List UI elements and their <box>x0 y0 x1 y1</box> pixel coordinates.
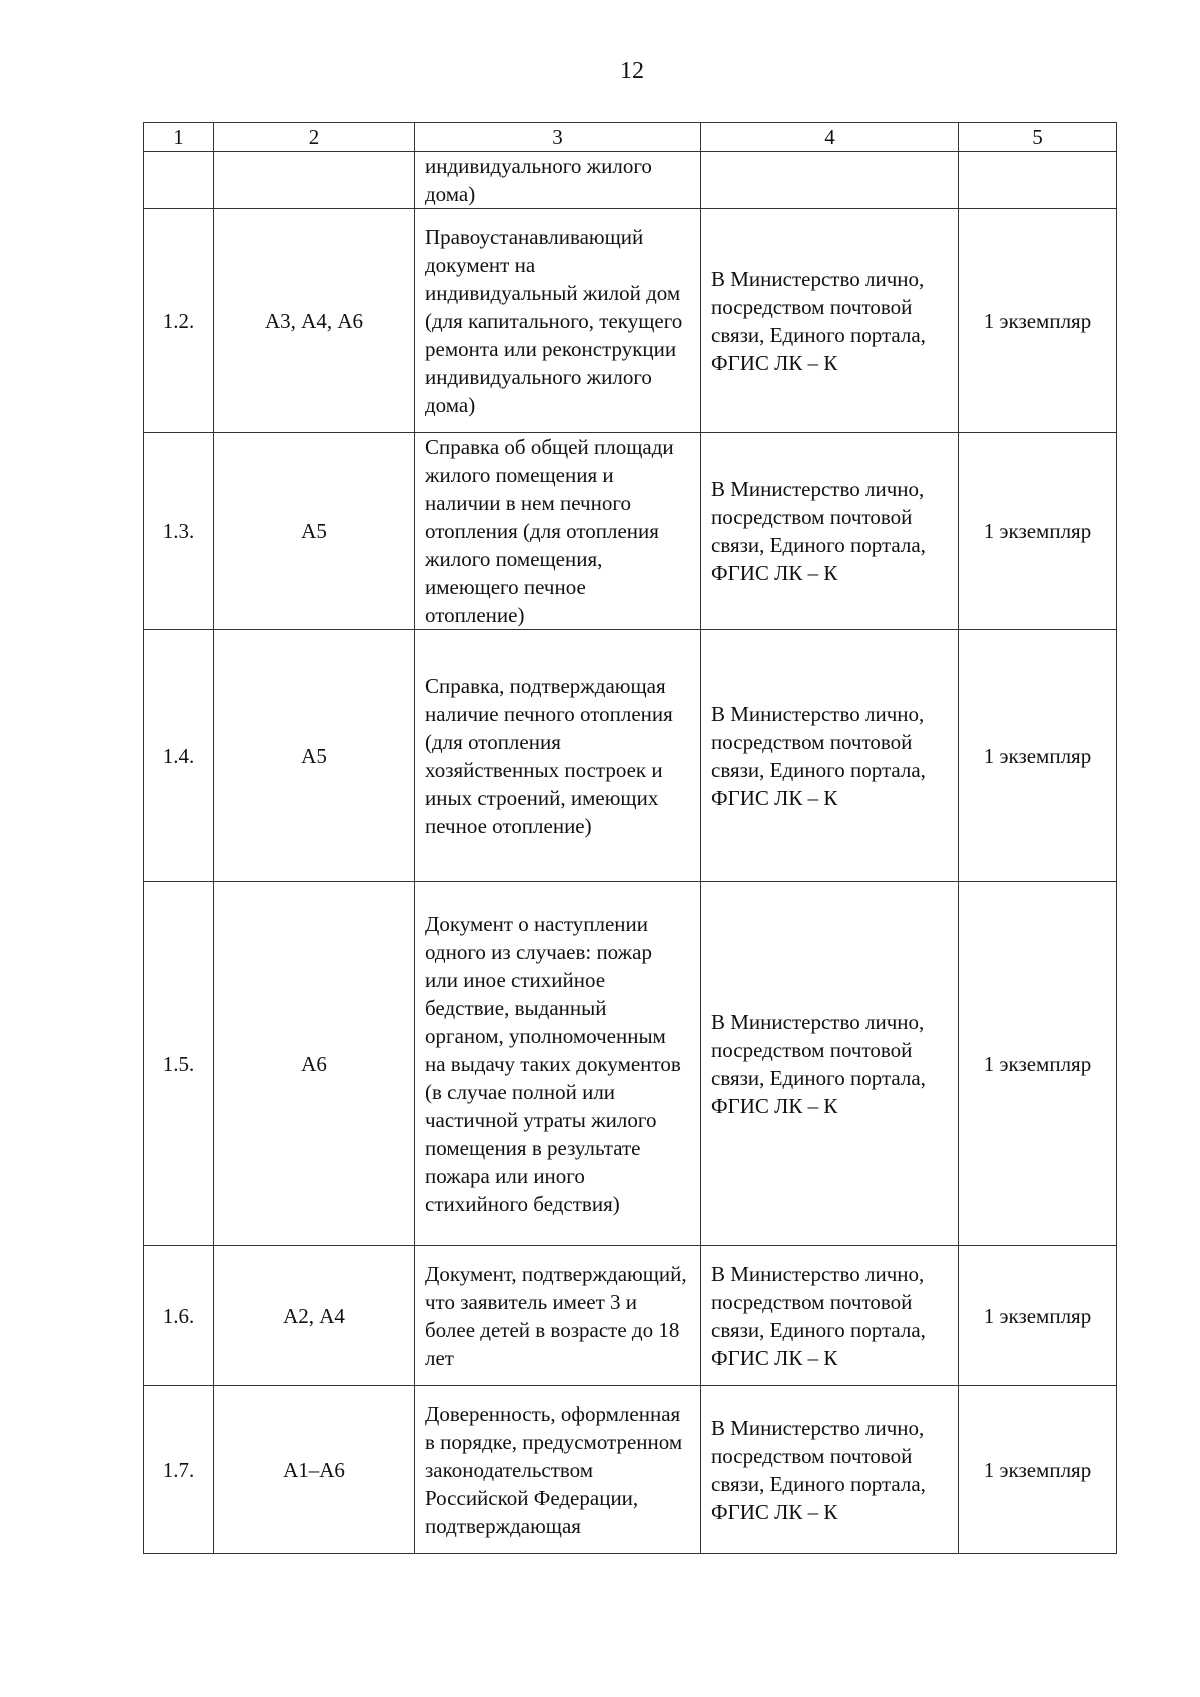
copies-cell: 1 экземпляр <box>959 209 1117 433</box>
document-name-cell: индивидуального жилого дома) <box>415 152 701 209</box>
copies-cell: 1 экземпляр <box>959 882 1117 1246</box>
document-name-cell: Справка, подтверждающая наличие печного отопления (для отопления хозяйственных построек и иных строений, имеющих печное отопление) <box>415 630 701 882</box>
applicant-category-cell: А1–А6 <box>214 1386 415 1554</box>
column-header-1: 1 <box>144 123 214 152</box>
applicant-category-cell: А6 <box>214 882 415 1246</box>
submission-method-cell: В Министерство лично, посредством почтовой связи, Единого портала, ФГИС ЛК – К <box>701 433 959 630</box>
document-name-cell: Документ, подтверждающий, что заявитель имеет 3 и более детей в возрасте до 18 лет <box>415 1246 701 1386</box>
applicant-category-cell: А5 <box>214 433 415 630</box>
document-name-cell: Справка об общей площади жилого помещения и наличии в нем печного отопления (для отопления жилого помещения, имеющего печное отопление) <box>415 433 701 630</box>
document-name-cell: Правоустанавливающий документ на индивидуальный жилой дом (для капитального, текущего ремонта или реконструкции индивидуального жилого дома) <box>415 209 701 433</box>
row-number-cell: 1.6. <box>144 1246 214 1386</box>
column-header-5: 5 <box>959 123 1117 152</box>
row-number-cell <box>144 152 214 209</box>
row-number-cell: 1.3. <box>144 433 214 630</box>
copies-cell: 1 экземпляр <box>959 433 1117 630</box>
submission-method-cell: В Министерство лично, посредством почтовой связи, Единого портала, ФГИС ЛК – К <box>701 882 959 1246</box>
submission-method-cell: В Министерство лично, посредством почтовой связи, Единого портала, ФГИС ЛК – К <box>701 209 959 433</box>
column-header-3: 3 <box>415 123 701 152</box>
table-row <box>144 882 1117 1246</box>
submission-method-cell: В Министерство лично, посредством почтовой связи, Единого портала, ФГИС ЛК – К <box>701 630 959 882</box>
copies-cell: 1 экземпляр <box>959 1386 1117 1554</box>
table-row <box>144 1246 1117 1386</box>
copies-cell: 1 экземпляр <box>959 630 1117 882</box>
table-row <box>144 1386 1117 1554</box>
page-number: 12 <box>620 58 644 84</box>
document-name-cell: Документ о наступлении одного из случаев: пожар или иное стихийное бедствие, выданный органом, уполномоченным на выдачу таких документов (в случае полной или частичной утраты жилого помещения в результате пожара или иного стихийного бедствия) <box>415 882 701 1246</box>
table-row <box>144 152 1117 209</box>
row-number-cell: 1.7. <box>144 1386 214 1554</box>
row-number-cell: 1.4. <box>144 630 214 882</box>
document-name-cell: Доверенность, оформленная в порядке, предусмотренном законодательством Российской Федерации, подтверждающая <box>415 1386 701 1554</box>
applicant-category-cell: А3, А4, А6 <box>214 209 415 433</box>
table-row <box>144 630 1117 882</box>
table-row <box>144 433 1117 630</box>
copies-cell: 1 экземпляр <box>959 1246 1117 1386</box>
copies-cell <box>959 152 1117 209</box>
submission-method-cell: В Министерство лично, посредством почтовой связи, Единого портала, ФГИС ЛК – К <box>701 1246 959 1386</box>
column-header-2: 2 <box>214 123 415 152</box>
column-header-4: 4 <box>701 123 959 152</box>
row-number-cell: 1.2. <box>144 209 214 433</box>
applicant-category-cell: А2, А4 <box>214 1246 415 1386</box>
row-number-cell: 1.5. <box>144 882 214 1246</box>
submission-method-cell <box>701 152 959 209</box>
applicant-category-cell <box>214 152 415 209</box>
documents-table <box>143 122 1117 1554</box>
applicant-category-cell: А5 <box>214 630 415 882</box>
table-row <box>144 209 1117 433</box>
submission-method-cell: В Министерство лично, посредством почтовой связи, Единого портала, ФГИС ЛК – К <box>701 1386 959 1554</box>
table-header-row <box>144 123 1117 152</box>
